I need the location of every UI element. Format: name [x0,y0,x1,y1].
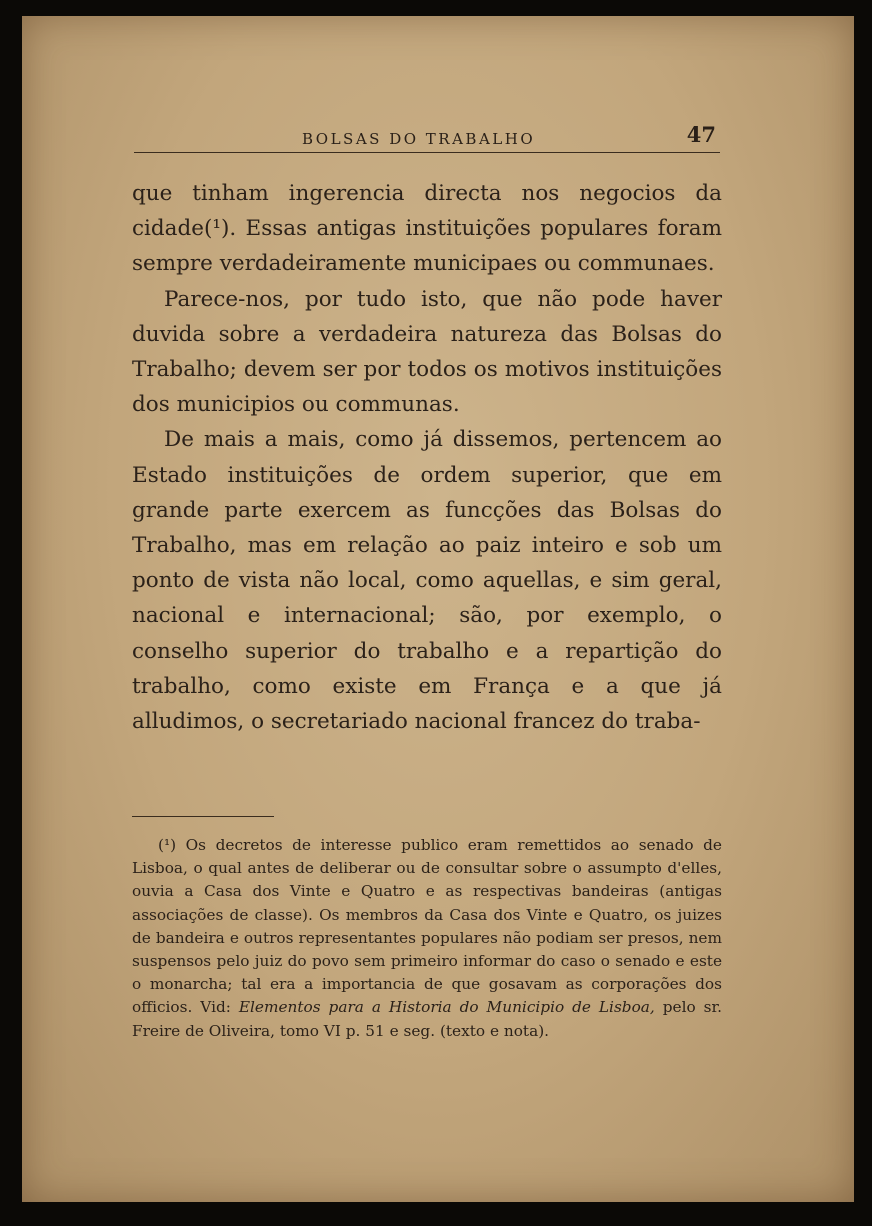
running-title: BOLSAS DO TRABALHO [302,130,536,148]
main-text [132,176,722,739]
page-number: 47 [686,122,716,147]
book-page [22,16,854,1202]
footnote-mark: (¹) [158,836,177,854]
paragraph: Parece-nos, por tudo isto, que não pode haver duvida sobre a verdadeira natureza das Bolsas do Trabalho; devem ser por todos os motivos instituições dos municipios ou communas. [132,286,722,418]
footnote [132,834,722,1043]
running-header [134,120,720,153]
footnote-text-end: pelo sr. Freire de Oliveira, tomo VI p. 51 e seg. (texto e nota). [132,998,722,1040]
paragraph: De mais a mais, como já dissemos, pertencem ao Estado instituições de ordem superior, que em grande parte exercem as funcções das Bolsas do Trabalho, mas em relação ao paiz inteiro e sob um ponto de vista não local, como aquellas, e sim geral, nacional e internacional; são, por exemplo, o conselho superior do trabalho e a repartição do trabalho, como existe em França e a que já alludimos, o secretariado nacional francez do traba- [132,427,722,735]
footnote-cited-title: Elementos para a Historia do Municipio de Lisboa, [238,998,655,1017]
footnote-text: Os decretos de interesse publico eram remettidos ao senado de Lisboa, o qual antes de deliberar ou de consultar sobre o assumpto d'elles, ouvia a Casa dos Vinte e Quatro e as respectivas bandeiras (antigas associações de classe). Os membros da Casa dos Vinte e Quatro, os juizes de bandeira e outros representantes populares não podiam ser presos, nem suspensos pelo juiz do povo sem primeiro informar do caso o senado e este o monarcha; tal era a importancia de que gosavam as corporações dos officios. Vid: [132,836,722,1017]
footnote-divider [132,816,274,817]
paragraph-continued: que tinham ingerencia directa nos negocios da cidade(¹). Essas antigas instituições populares foram sempre verdadeiramente municipaes ou communaes. [132,181,722,277]
